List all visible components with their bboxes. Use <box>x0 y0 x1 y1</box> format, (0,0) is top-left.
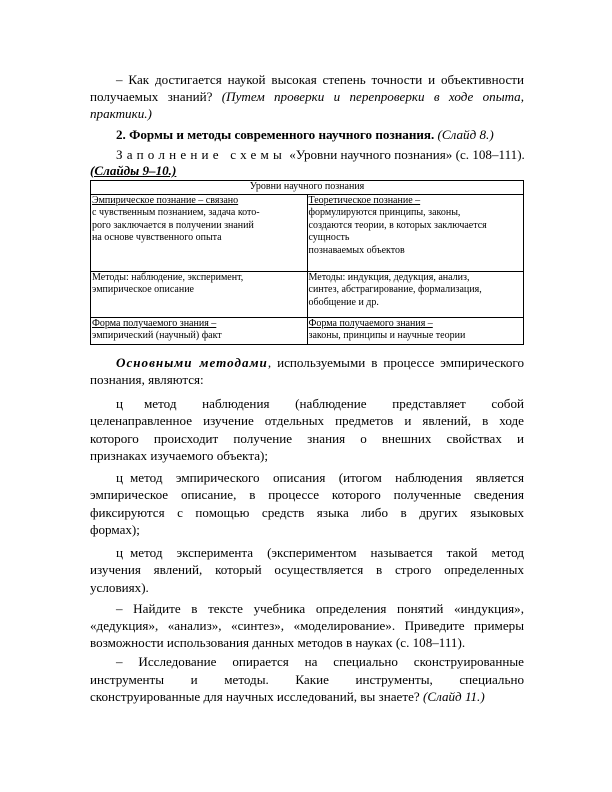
empirical-cell <box>91 194 308 271</box>
cell-line: на основе чувственного опыта <box>92 232 222 244</box>
method-text: метод эксперимента (экспериментом называется такой метод <box>130 545 524 560</box>
cell-line: познаваемых объектов <box>308 244 405 256</box>
theoretical-methods-cell <box>307 271 524 317</box>
method-description-line-1 <box>90 470 524 486</box>
levels-table-header: Уровни научного познания <box>91 181 524 195</box>
methods-lead-rest: , используемыми в процессе эмпирического <box>267 355 524 370</box>
theoretical-cell <box>307 194 524 271</box>
table-row <box>91 317 524 344</box>
method-observation-line-2: целенаправленное изучение отдельных предметов и явлений, в ходе <box>90 413 524 428</box>
empirical-form-cell <box>91 317 308 344</box>
intro-question-end: получаемых знаний? <box>90 89 213 104</box>
cell-line: с чувственным познанием, задача кото- <box>92 207 260 219</box>
method-experiment-line-2: изучения явлений, который осуществляется в строго определенных <box>90 562 524 577</box>
cell-line: Форма получаемого знания – <box>92 317 217 329</box>
cell-line: Форма получаемого знания – <box>308 317 433 329</box>
method-observation-line-4: признаках изучаемого объекта); <box>90 448 269 463</box>
fill-scheme-rest: «Уровни научного познания» (с. 108–111). <box>289 147 525 162</box>
intro-line-3: практики.) <box>90 106 152 121</box>
method-observation-line-3: которого происходит получение знания о внешних свойствах и <box>90 431 524 446</box>
task-1-line-1: – Найдите в тексте учебника определения понятий «индукция», <box>116 601 524 616</box>
cell-line: рого заключается в получении знаний <box>92 219 254 231</box>
cell-line: Методы: наблюдение, эксперимент, <box>92 271 244 283</box>
task-1-line-2: «дедукция», «анализ», «синтез», «моделирование». Приведите примеры <box>90 618 524 633</box>
task-2-line-2: инструменты и методы. Какие инструменты, специально <box>90 672 524 687</box>
cell-line: создаются теории, в которых заключается <box>308 219 487 231</box>
task-1-line-3: возможности использования данных методов в науках (с. 108–111). <box>90 635 466 650</box>
cell-line: законы, принципы и научные теории <box>308 330 466 342</box>
section-heading-slide: (Слайд 8.) <box>437 127 494 142</box>
table-row <box>91 194 524 271</box>
section-heading <box>90 127 524 143</box>
empirical-methods-cell <box>91 271 308 317</box>
cell-line: Теоретическое познание – <box>308 194 421 206</box>
cell-line: сущность <box>308 232 350 244</box>
intro-answer: (Путем проверки и перепроверки в ходе опыта, <box>221 89 525 104</box>
method-experiment-line-3: условиях). <box>90 580 149 595</box>
methods-lead-line-2: познания, являются: <box>90 372 204 387</box>
bullet-marker-icon: ц <box>116 545 124 560</box>
method-description-line-3: фиксируются с помощью средств языка либо в других языковых <box>90 505 524 520</box>
methods-lead-line-1 <box>90 355 524 371</box>
methods-lead-emphasis: Основными методами <box>116 355 268 370</box>
table-row <box>91 271 524 317</box>
cell-line: синтез, абстрагирование, формализация, <box>308 284 482 296</box>
bullet-marker-icon: ц <box>116 470 124 485</box>
intro-line-2 <box>90 89 524 105</box>
task-2-line-1: – Исследование опирается на специально сконструированные <box>116 654 524 669</box>
fill-scheme-spaced: Заполнение схемы <box>116 147 286 162</box>
fill-scheme-slides: (Слайды 9–10.) <box>90 163 177 178</box>
theoretical-form-cell <box>307 317 524 344</box>
cell-line: Эмпирическое познание – связано <box>92 194 239 206</box>
intro-line-1: – Как достигается наукой высокая степень точности и объективности <box>116 72 524 87</box>
section-heading-title: 2. Формы и методы современного научного познания. <box>116 127 435 142</box>
bullet-marker-icon: ц <box>116 396 124 411</box>
method-text: метод эмпирического описания (итогом наблюдения является <box>130 470 524 485</box>
fill-scheme-line <box>90 147 524 163</box>
task-2-slide: (Слайд 11.) <box>422 689 485 704</box>
method-text: метод наблюдения (наблюдение представляет собой <box>144 396 524 411</box>
task-2-question: сконструированные для научных исследований, вы знаете? <box>90 689 420 704</box>
levels-table <box>90 180 524 345</box>
method-observation-line-1 <box>90 396 524 412</box>
method-experiment-line-1 <box>90 545 524 561</box>
method-description-line-4: формах); <box>90 522 140 537</box>
task-2-line-3 <box>90 689 524 705</box>
cell-line: обобщение и др. <box>308 296 379 308</box>
method-description-line-2: эмпирическое описание, в процессе которого полученные сведения <box>90 487 524 502</box>
cell-line: Методы: индукция, дедукция, анализ, <box>308 271 470 283</box>
cell-line: эмпирическое описание <box>92 284 194 296</box>
cell-line: эмпирический (научный) факт <box>92 330 222 342</box>
cell-line: формулируются принципы, законы, <box>308 207 461 219</box>
